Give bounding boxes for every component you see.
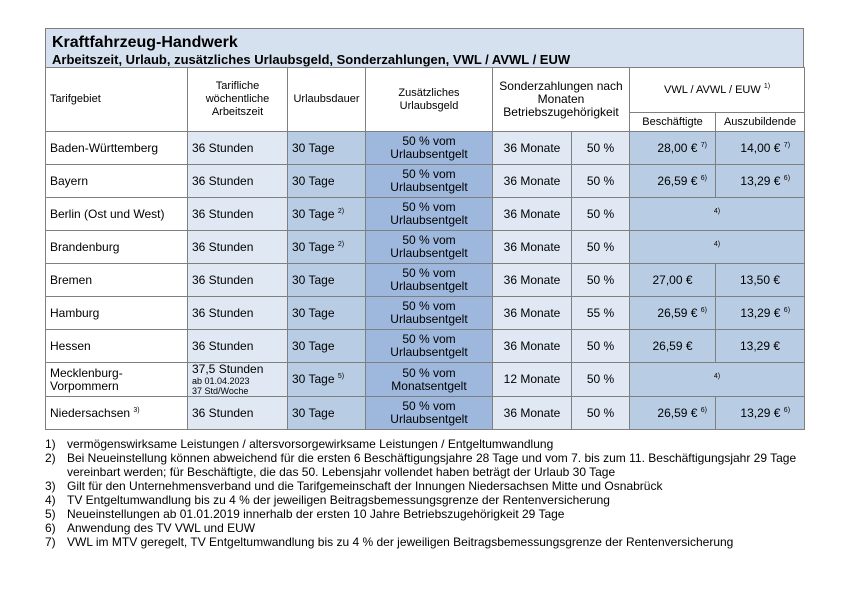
trainees-value: 13,50 € [740,272,781,287]
cell-bonus: 50 % vom Monatsentgelt [366,363,493,397]
region-label: Hessen [50,338,91,353]
hours-note: ab 01.04.2023 [192,376,250,386]
trainees-footnote: 6) [783,306,791,314]
trainees-footnote: 7) [783,141,791,149]
table-row [46,132,805,165]
employees-value: 26,59 € [657,405,698,420]
cell-percent: 50 % [572,397,630,430]
table-row [46,297,805,330]
trainees-footnote: 6) [783,406,791,414]
cell-region [46,198,188,231]
cell-bonus: 50 % vom Urlaubsentgelt [366,264,493,297]
employees-footnote: 7) [700,141,708,149]
vacation-value: 30 Tage [292,239,335,254]
trainees-value: 14,00 € [740,140,781,155]
table-body [46,132,805,430]
tariff-table [45,67,805,430]
footnote [45,521,804,535]
cell-trainees [716,264,805,297]
cell-trainees [716,330,805,363]
footnote-text: TV Entgeltumwandlung bis zu 4 % der jeweiligen Beitragsbemessungsgrenze der Rentenversicherung [67,493,610,507]
cell-hours: 36 Stunden [188,132,288,165]
table-row [46,165,805,198]
cell-vacation [288,132,366,165]
footnote-number: 1) [45,437,56,451]
footnote-number: 7) [45,535,56,549]
table-row [46,397,805,430]
region-label: Berlin (Ost und West) [50,206,165,221]
header-vacation: Urlaubsdauer [288,68,366,132]
cell-trainees [716,165,805,198]
employees-value: 26,59 € [652,338,693,353]
cell-employees [630,264,716,297]
cell-months: 36 Monate [493,165,572,198]
footnote-text: VWL im MTV geregelt, TV Entgeltumwandlung bis zu 4 % der jeweiligen Beitragsbemessungsgrenze der Rentenversicherung [67,535,734,549]
cell-percent: 50 % [572,231,630,264]
trainees-value: 13,29 € [740,173,781,188]
region-label: Bayern [50,173,89,188]
cell-vacation [288,231,366,264]
header-employees: Beschäftigte [630,113,716,132]
header-hours: Tarifliche wöchentliche Arbeitszeit [188,68,288,132]
trainees-value: 13,29 € [740,338,781,353]
employees-footnote: 6) [700,174,708,182]
cell-vacation [288,363,366,397]
employees-value: 27,00 € [652,272,693,287]
footnote [45,437,804,451]
cell-employees [630,397,716,430]
cell-vacation [288,198,366,231]
cell-region [46,264,188,297]
footnote [45,535,804,549]
vacation-footnote: 2) [337,240,345,248]
vacation-value: 30 Tage [292,206,335,221]
region-label: Baden-Württemberg [50,140,159,155]
vacation-value: 30 Tage [292,173,335,188]
vwl-footnote: 4) [713,240,721,248]
footnote [45,451,804,479]
employees-value: 28,00 € [657,140,698,155]
vwl-footnote: 4) [713,207,721,215]
cell-percent: 50 % [572,330,630,363]
footnote [45,507,804,521]
region-label: Bremen [50,272,93,287]
trainees-value: 13,29 € [740,405,781,420]
vacation-value: 30 Tage [292,140,335,155]
page-subtitle: Arbeitszeit, Urlaub, zusätzliches Urlaubsgeld, Sonderzahlungen, VWL / AVWL / EUW [52,52,571,67]
trainees-value: 13,29 € [740,305,781,320]
cell-months: 36 Monate [493,264,572,297]
footnote [45,479,804,493]
trainees-footnote: 6) [783,174,791,182]
hours-value: 37,5 Stunden [192,362,264,376]
cell-months: 36 Monate [493,231,572,264]
cell-bonus: 50 % vom Urlaubsentgelt [366,198,493,231]
cell-trainees [716,297,805,330]
region-label: Hamburg [50,305,100,320]
region-label: Niedersachsen [50,405,131,420]
cell-bonus: 50 % vom Urlaubsentgelt [366,165,493,198]
header-vwl-label: VWL / AVWL / EUW [663,83,761,96]
cell-hours [188,363,288,397]
header-bonus: Zusätzliches Urlaubsgeld [366,68,493,132]
footnote-number: 2) [45,451,56,465]
table-row [46,264,805,297]
cell-vacation [288,397,366,430]
cell-bonus: 50 % vom Urlaubsentgelt [366,132,493,165]
cell-region [46,397,188,430]
cell-bonus: 50 % vom Urlaubsentgelt [366,231,493,264]
cell-region [46,231,188,264]
cell-percent: 55 % [572,297,630,330]
cell-percent: 50 % [572,132,630,165]
cell-region [46,165,188,198]
title-box [45,28,804,67]
cell-months: 12 Monate [493,363,572,397]
vacation-value: 30 Tage [292,372,335,386]
cell-months: 36 Monate [493,132,572,165]
cell-percent: 50 % [572,363,630,397]
employees-footnote: 6) [700,406,708,414]
cell-hours: 36 Stunden [188,330,288,363]
cell-vwl-merged [630,231,805,264]
footnote-number: 5) [45,507,56,521]
cell-bonus: 50 % vom Urlaubsentgelt [366,297,493,330]
footnote-number: 4) [45,493,56,507]
cell-hours: 36 Stunden [188,198,288,231]
table-row [46,198,805,231]
vacation-footnote: 2) [337,207,345,215]
cell-trainees [716,397,805,430]
employees-value: 26,59 € [657,173,698,188]
page-title: Kraftfahrzeug-Handwerk [52,34,238,51]
table-row [46,363,805,397]
cell-region [46,330,188,363]
cell-hours: 36 Stunden [188,231,288,264]
footnote-text: Neueinstellungen ab 01.01.2019 innerhalb der ersten 10 Jahre Betriebszugehörigkeit 29 Tage [67,507,565,521]
cell-employees [630,165,716,198]
vacation-value: 30 Tage [292,272,335,287]
footnote-text: Bei Neueinstellung können abweichend für die ersten 6 Beschäftigungsjahre 28 Tage und vom 7. bis zum 11. Beschäftigungsjahr 29 Tage vereinbart werden; für Beschäftigte, die das 50. Lebensjahr vollendet haben beträgt der Urlaub 30 Tage [67,451,797,479]
cell-hours: 36 Stunden [188,264,288,297]
header-special: Sonderzahlungen nach Monaten Betriebszugehörigkeit [493,68,630,132]
document [45,28,804,549]
cell-region [46,363,188,397]
cell-employees [630,330,716,363]
footnote [45,493,804,507]
cell-vacation [288,330,366,363]
header-vwl [630,68,805,113]
cell-vwl-merged [630,198,805,231]
table-row [46,330,805,363]
header-region: Tarifgebiet [46,68,188,132]
cell-vacation [288,165,366,198]
cell-region [46,297,188,330]
cell-hours: 36 Stunden [188,397,288,430]
employees-value: 26,59 € [657,305,698,320]
cell-bonus: 50 % vom Urlaubsentgelt [366,397,493,430]
cell-months: 36 Monate [493,397,572,430]
region-label: Brandenburg [50,239,120,254]
employees-footnote: 6) [700,306,708,314]
cell-months: 36 Monate [493,198,572,231]
footnote-number: 3) [45,479,56,493]
cell-percent: 50 % [572,165,630,198]
cell-employees [630,297,716,330]
cell-percent: 50 % [572,198,630,231]
cell-vwl-merged [630,363,805,397]
footnote-number: 6) [45,521,56,535]
vacation-value: 30 Tage [292,338,335,353]
header-trainees: Auszubildende [716,113,805,132]
cell-hours: 36 Stunden [188,165,288,198]
cell-vacation [288,297,366,330]
header-vwl-sup: 1) [763,82,771,90]
region-footnote: 3) [133,406,140,414]
vwl-footnote: 4) [713,373,721,380]
footnote-text: Anwendung des TV VWL und EUW [67,521,256,535]
table-row [46,231,805,264]
vacation-value: 30 Tage [292,405,335,420]
footnote-text: vermögenswirksame Leistungen / altersvorsorgewirksame Leistungen / Entgeltumwandlung [67,437,554,451]
cell-bonus: 50 % vom Urlaubsentgelt [366,330,493,363]
cell-months: 36 Monate [493,297,572,330]
vacation-footnote: 5) [337,373,345,380]
cell-percent: 50 % [572,264,630,297]
hours-note: 37 Std/Woche [192,386,249,396]
footnote-text: Gilt für den Unternehmensverband und die Tarifgemeinschaft der Innungen Niedersachsen Mitte und Osnabrück [67,479,663,493]
cell-months: 36 Monate [493,330,572,363]
cell-employees [630,132,716,165]
cell-region [46,132,188,165]
footnotes [45,437,804,549]
cell-trainees [716,132,805,165]
cell-vacation [288,264,366,297]
vacation-value: 30 Tage [292,305,335,320]
cell-hours: 36 Stunden [188,297,288,330]
region-label: Mecklenburg-Vorpommern [50,365,123,393]
